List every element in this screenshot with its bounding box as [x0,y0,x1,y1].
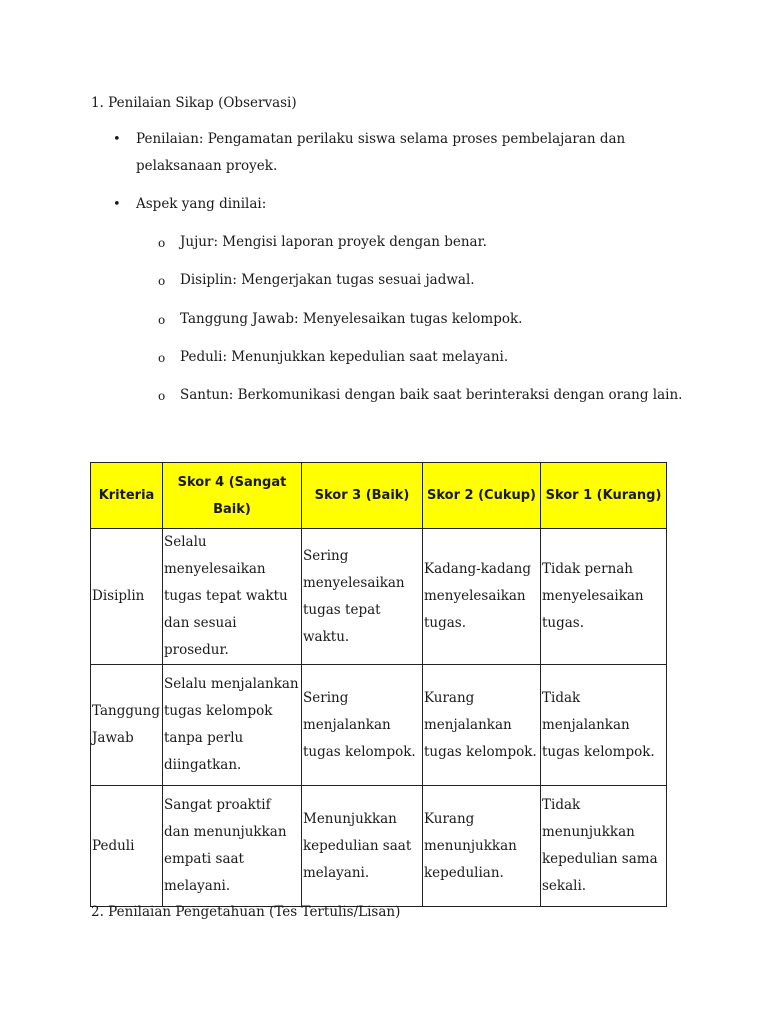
score-cell: Kadang-kadang menyelesaikan tugas. [423,529,541,665]
sub-item-text: Santun: Berkomunikasi dengan baik saat berinteraksi dengan orang lain. [180,387,683,403]
header-kriteria: Kriteria [91,463,163,529]
sub-item-text: Disiplin: Mengerjakan tugas sesuai jadwal. [180,272,475,288]
table-row [91,529,667,665]
criteria-cell: Peduli [91,786,163,907]
sub-bullet-marker: o [158,236,166,250]
sub-bullet-marker: o [158,389,166,403]
bullet-text: Aspek yang dinilai: [136,196,267,212]
sub-bullet-marker: o [158,274,166,288]
score-cell: Sering menjalankan tugas kelompok. [302,665,423,786]
criteria-cell: Tanggung Jawab [91,665,163,786]
bullet-item-penilaian [113,126,693,180]
section-1-heading: 1. Penilaian Sikap (Observasi) [91,95,297,111]
score-cell: Sangat proaktif dan menunjukkan empati saat melayani. [163,786,302,907]
sub-item-text: Peduli: Menunjukkan kepedulian saat melayani. [180,349,509,365]
bullet-text: Penilaian: Pengamatan perilaku siswa selama proses pembelajaran dan pelaksanaan proyek. [136,131,626,174]
score-cell: Sering menyelesaikan tugas tepat waktu. [302,529,423,665]
assessment-rubric-table [90,462,667,907]
sub-bullet-marker: o [158,313,166,327]
score-cell: Kurang menunjukkan kepedulian. [423,786,541,907]
score-cell: Selalu menyelesaikan tugas tepat waktu dan sesuai prosedur. [163,529,302,665]
bullet-marker: • [113,132,121,147]
criteria-cell: Disiplin [91,529,163,665]
header-skor-3: Skor 3 (Baik) [302,463,423,529]
table-row [91,786,667,907]
table-row [91,665,667,786]
score-cell: Selalu menjalankan tugas kelompok tanpa perlu diingatkan. [163,665,302,786]
score-cell: Menunjukkan kepedulian saat melayani. [302,786,423,907]
score-cell: Tidak menjalankan tugas kelompok. [541,665,667,786]
sub-bullet-marker: o [158,351,166,365]
sub-item-text: Tanggung Jawab: Menyelesaikan tugas kelompok. [180,311,523,327]
bullet-marker: • [113,197,121,212]
score-cell: Kurang menjalankan tugas kelompok. [423,665,541,786]
header-skor-2: Skor 2 (Cukup) [423,463,541,529]
score-cell: Tidak menunjukkan kepedulian sama sekali. [541,786,667,907]
sub-item-text: Jujur: Mengisi laporan proyek dengan benar. [180,234,487,250]
table-header-row [91,463,667,529]
section-2-heading: 2. Penilaian Pengetahuan (Tes Tertulis/Lisan) [91,904,401,920]
header-skor-4: Skor 4 (Sangat Baik) [163,463,302,529]
score-cell: Tidak pernah menyelesaikan tugas. [541,529,667,665]
bullet-item-aspek [113,191,693,218]
header-skor-1: Skor 1 (Kurang) [541,463,667,529]
